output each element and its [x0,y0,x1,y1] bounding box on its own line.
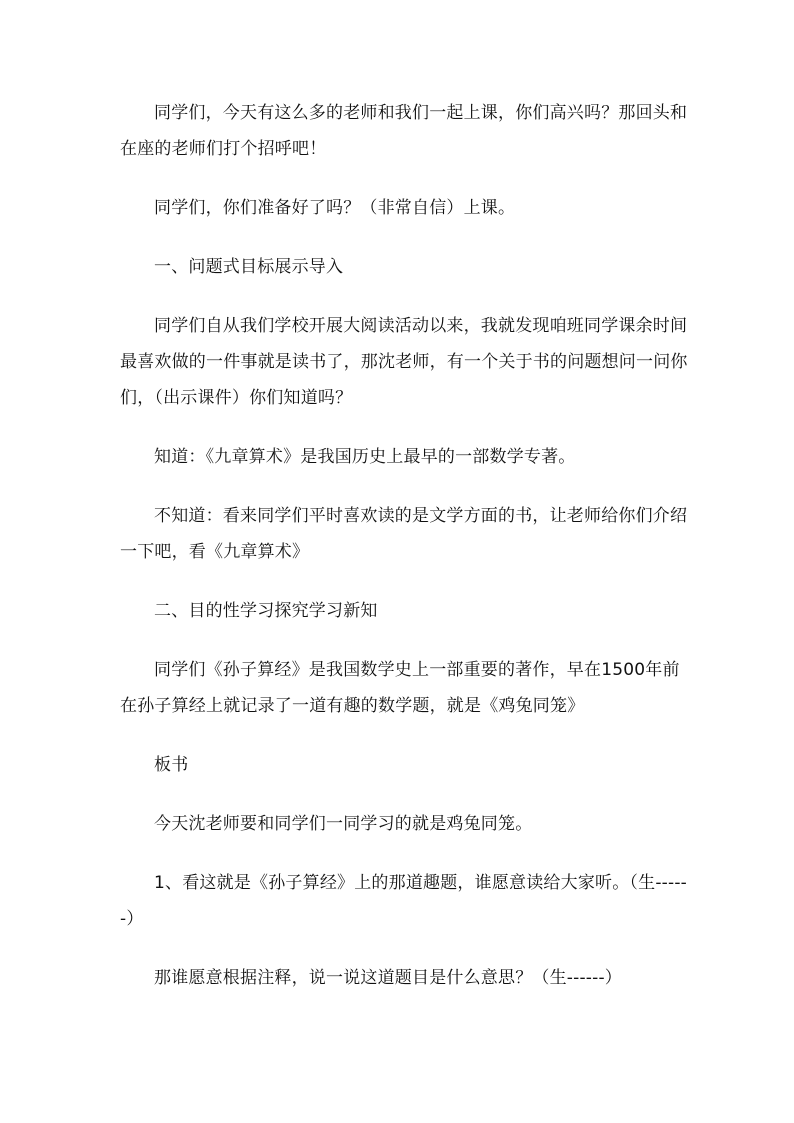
heading-section-1: 一、问题式目标展示导入 [154,257,344,277]
paragraph-ready: 同学们，你们准备好了吗？（非常自信）上课。 [154,198,516,218]
paragraph-today: 今天沈老师要和同学们一同学习的就是鸡兔同笼。 [154,814,533,834]
paragraph-greeting: 同学们，今天有这么多的老师和我们一起上课，你们高兴吗？那回头和在座的老师们打个招呼吧！ [120,103,688,159]
paragraph-step-1: 1、看这就是《孙子算经》上的那道趣题，谁愿意读给大家听。（生------） [120,873,687,929]
document-body [120,95,690,1019]
paragraph-sunzi: 同学们《孙子算经》是我国数学史上一部重要的著作，早在1500年前在孙子算经上就记录了一道有趣的数学题，就是《鸡兔同笼》 [120,660,680,716]
heading-section-2: 二、目的性学习探究学习新知 [154,601,378,621]
paragraph-board: 板书 [154,755,189,775]
paragraph-know: 知道：《九章算术》是我国历史上最早的一部数学专著。 [154,447,576,467]
paragraph-dont-know: 不知道：看来同学们平时喜欢读的是文学方面的书，让老师给你们介绍一下吧，看《九章算术》 [120,506,688,562]
paragraph-question: 同学们自从我们学校开展大阅读活动以来，我就发现咱班同学课余时间最喜欢做的一件事就是读书了，那沈老师，有一个关于书的问题想问一问你们，（出示课件）你们知道吗？ [120,316,688,408]
paragraph-explain: 那谁愿意根据注释，说一说这道题目是什么意思？（生------） [154,968,623,988]
